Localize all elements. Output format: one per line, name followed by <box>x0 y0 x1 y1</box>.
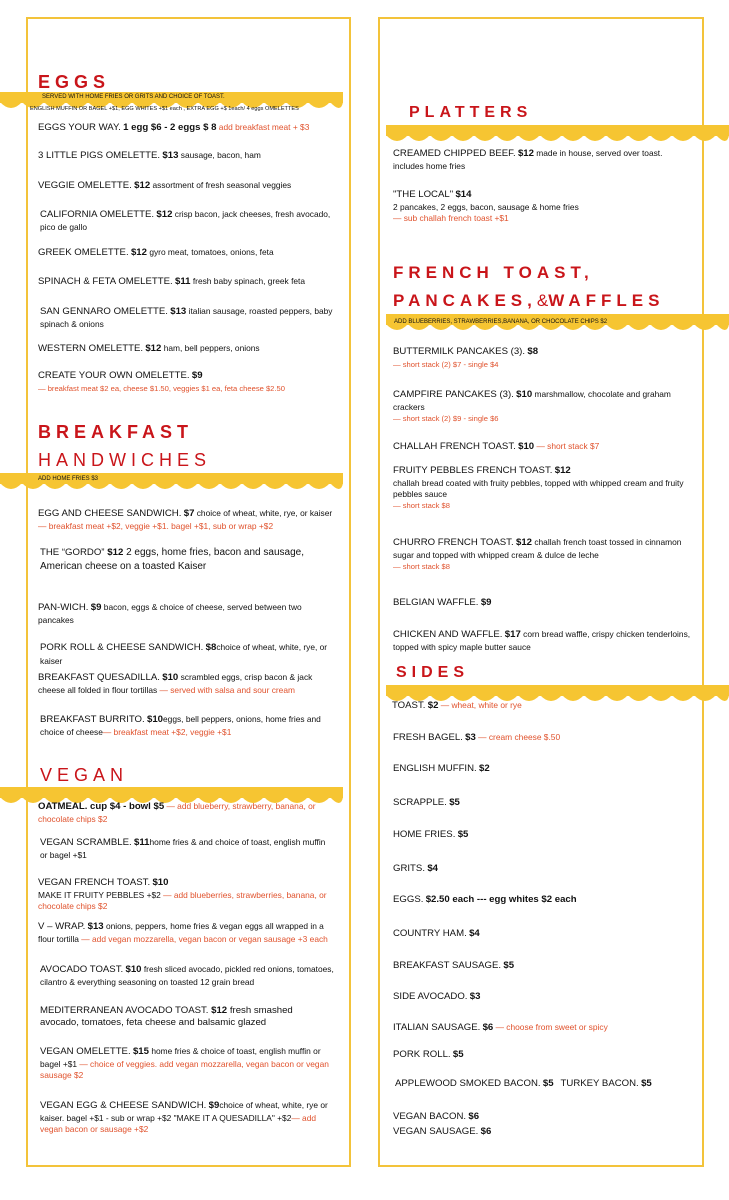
menu-item: EGG AND CHEESE SANDWICH. $7 choice of wheat, white, rye, or kaiser— breakfast meat +$2, veggie +$1. bagel +$1, sub or wrap +$2 <box>38 508 333 531</box>
menu-item: VEGAN BACON. $6 <box>393 1111 480 1122</box>
menu-item: SPINACH & FETA OMELETTE. $11 fresh baby spinach, greek feta <box>38 276 306 287</box>
menu-item: CALIFORNIA OMELETTE. $12 crisp bacon, jack cheeses, fresh avocado, pico de gallo <box>40 209 331 232</box>
menu-item: VEGGIE OMELETTE. $12 assortment of fresh seasonal veggies <box>38 180 292 191</box>
sides-heading: SIDES <box>396 664 470 681</box>
menu-item: THE “GORDO” $12 2 eggs, home fries, bacon and sausage, American cheese on a toasted Kaiser <box>40 547 304 572</box>
menu-item: CHICKEN AND WAFFLE. $17 corn bread waffle, crispy chicken tenderloins, topped with spicy maple butter sauce <box>393 629 691 652</box>
menu-item: ITALIAN SAUSAGE. $6 — choose from sweet or spicy <box>393 1022 608 1033</box>
sandwiches-heading-2: HANDWICHES <box>38 450 212 470</box>
menu-item: AVOCADO TOAST. $10 fresh sliced avocado, pickled red onions, tomatoes, cilantro & everything seasoning on toasted 12 grain bread <box>40 964 334 987</box>
sides-band <box>386 685 729 696</box>
menu-item: TOAST. $2 — wheat, white or rye <box>392 700 522 711</box>
menu-item: BREAKFAST SAUSAGE. $5 <box>393 960 515 971</box>
menu-item: FRESH BAGEL. $3 — cream cheese $.50 <box>393 732 561 743</box>
menu-item: 3 LITTLE PIGS OMELETTE. $13 sausage, bacon, ham <box>38 150 261 161</box>
wave-edge <box>386 135 729 142</box>
menu-item: SAN GENNARO OMELETTE. $13 italian sausage, roasted peppers, baby spinach & onions <box>40 306 333 329</box>
menu-item: EGGS. $2.50 each --- egg whites $2 each <box>393 894 577 905</box>
menu-item: VEGAN SAUSAGE. $6 <box>393 1126 492 1137</box>
menu-item: VEGAN OMELETTE. $15 home fries & choice of toast, english muffin or bagel +$1 — choice of veggies. add vegan mozzarella, vegan bacon or vegan sausage $2 <box>40 1046 329 1080</box>
eggs-heading: EGGS <box>38 72 111 92</box>
menu-item: EGGS YOUR WAY. 1 egg $6 - 2 eggs $ 8 add breakfast meat + $3 <box>38 122 310 133</box>
menu-item: VEGAN SCRAMBLE. $11home fries & and choice of toast, english muffin or bagel +$1 <box>40 837 326 860</box>
menu-item: ENGLISH MUFFIN. $2 <box>393 763 490 774</box>
platters-heading: PLATTERS <box>409 104 533 121</box>
menu-item: OATMEAL. cup $4 - bowl $5 — add blueberry, strawberry, banana, or chocolate chips $2 <box>38 801 316 824</box>
sandwiches-subtitle: ADD HOME FRIES $3 <box>38 476 99 482</box>
menu-item: VEGAN FRENCH TOAST. $10 MAKE IT FRUITY PEBBLES +$2 — add blueberries, strawberries, banana, or chocolate chips $2 <box>38 877 327 911</box>
menu-item: CAMPFIRE PANCAKES (3). $10 marshmallow, chocolate and graham crackers — short stack (2) $9 - single $6 <box>393 389 671 423</box>
menu-item: GRITS. $4 <box>393 863 438 874</box>
menu-item: V – WRAP. $13 onions, peppers, home fries & vegan eggs all wrapped in a flour tortilla — add vegan mozzarella, vegan bacon or vegan sausage +3 each <box>38 921 328 944</box>
menu-item: "THE LOCAL" $14 2 pancakes, 2 eggs, bacon, sausage & home fries — sub challah french toast +$1 <box>393 189 579 223</box>
menu-item: CREATE YOUR OWN OMELETTE. $9 — breakfast meat $2 ea, cheese $1.50, veggies $1 ea, feta cheese $2.50 <box>38 370 285 393</box>
menu-item: VEGAN EGG & CHEESE SANDWICH. $9choice of wheat, white, rye or kaiser. bagel +$1 - sub or wrap +$2 "MAKE IT A QUESADILLA" +$2— add vegan bacon or sausage +$2 <box>40 1100 328 1134</box>
menu-item: BELGIAN WAFFLE. $9 <box>393 597 492 608</box>
menu-item: MEDITERRANEAN AVOCADO TOAST. $12 fresh smashed avocado, tomatoes, feta cheese and balsamic glazed <box>40 1005 293 1028</box>
french-heading-2: PANCAKES,&WAFFLES <box>393 291 665 310</box>
menu-item: APPLEWOOD SMOKED BACON. $5 TURKEY BACON. $5 <box>395 1078 652 1089</box>
menu-item: FRUITY PEBBLES FRENCH TOAST. $12 challah bread coated with fruity pebbles, topped with whipped cream and fruity pebbles sauce — short stack $8 <box>393 465 684 511</box>
menu-item: SIDE AVOCADO. $3 <box>393 991 481 1002</box>
vegan-heading: VEGAN <box>40 765 129 785</box>
wave-edge <box>386 324 729 331</box>
menu-item: SCRAPPLE. $5 <box>393 797 460 808</box>
menu-item: COUNTRY HAM. $4 <box>393 928 480 939</box>
menu-item: CREAMED CHIPPED BEEF. $12 made in house, served over toast. includes home fries <box>393 148 663 171</box>
platters-band <box>386 125 729 136</box>
menu-item: BUTTERMILK PANCAKES (3). $8 — short stack (2) $7 - single $4 <box>393 346 539 369</box>
menu-item: BREAKFAST BURRITO. $10eggs, bell peppers, onions, home fries and choice of cheese— breakfast meat +$2, veggie +$1 <box>40 714 321 737</box>
vegan-band <box>0 787 343 798</box>
eggs-subtitle-2: ENGLISH MUFFIN OR BAGEL +$1, EGG WHITES +$1 each , EXTRA EGG +$ 1each/ 4 eggs OMELETTES <box>30 106 299 112</box>
sandwiches-heading: BREAKFAST <box>38 422 194 442</box>
menu-item: CHURRO FRENCH TOAST. $12 challah french toast tossed in cinnamon sugar and topped with whipped cream & dulce de leche — short stack $8 <box>393 537 682 571</box>
menu-item: PORK ROLL & CHEESE SANDWICH. $8choice of wheat, white, rye, or kaiser <box>40 642 328 667</box>
menu-item: PAN-WICH. $9 bacon, eggs & choice of cheese, served between two pancakes <box>38 602 302 625</box>
menu-item: BREAKFAST QUESADILLA. $10 scrambled eggs, crisp bacon & jack cheese all folded in flour tortillas — served with salsa and sour cream <box>38 672 313 695</box>
menu-item: GREEK OMELETTE. $12 gyro meat, tomatoes, onions, feta <box>38 247 274 258</box>
eggs-subtitle: SERVED WITH HOME FRIES OR GRITS AND CHOICE OF TOAST. <box>42 94 225 100</box>
french-subtitle: ADD BLUEBERRIES, STRAWBERRIES,BANANA, OR CHOCOLATE CHIPS $2 <box>394 319 608 325</box>
menu-item: PORK ROLL. $5 <box>393 1049 464 1060</box>
menu-item: CHALLAH FRENCH TOAST. $10 — short stack $7 <box>393 441 600 452</box>
menu-item: WESTERN OMELETTE. $12 ham, bell peppers, onions <box>38 343 260 354</box>
french-heading: FRENCH TOAST, <box>393 263 594 282</box>
menu-item: HOME FRIES. $5 <box>393 829 469 840</box>
wave-edge <box>0 483 343 490</box>
